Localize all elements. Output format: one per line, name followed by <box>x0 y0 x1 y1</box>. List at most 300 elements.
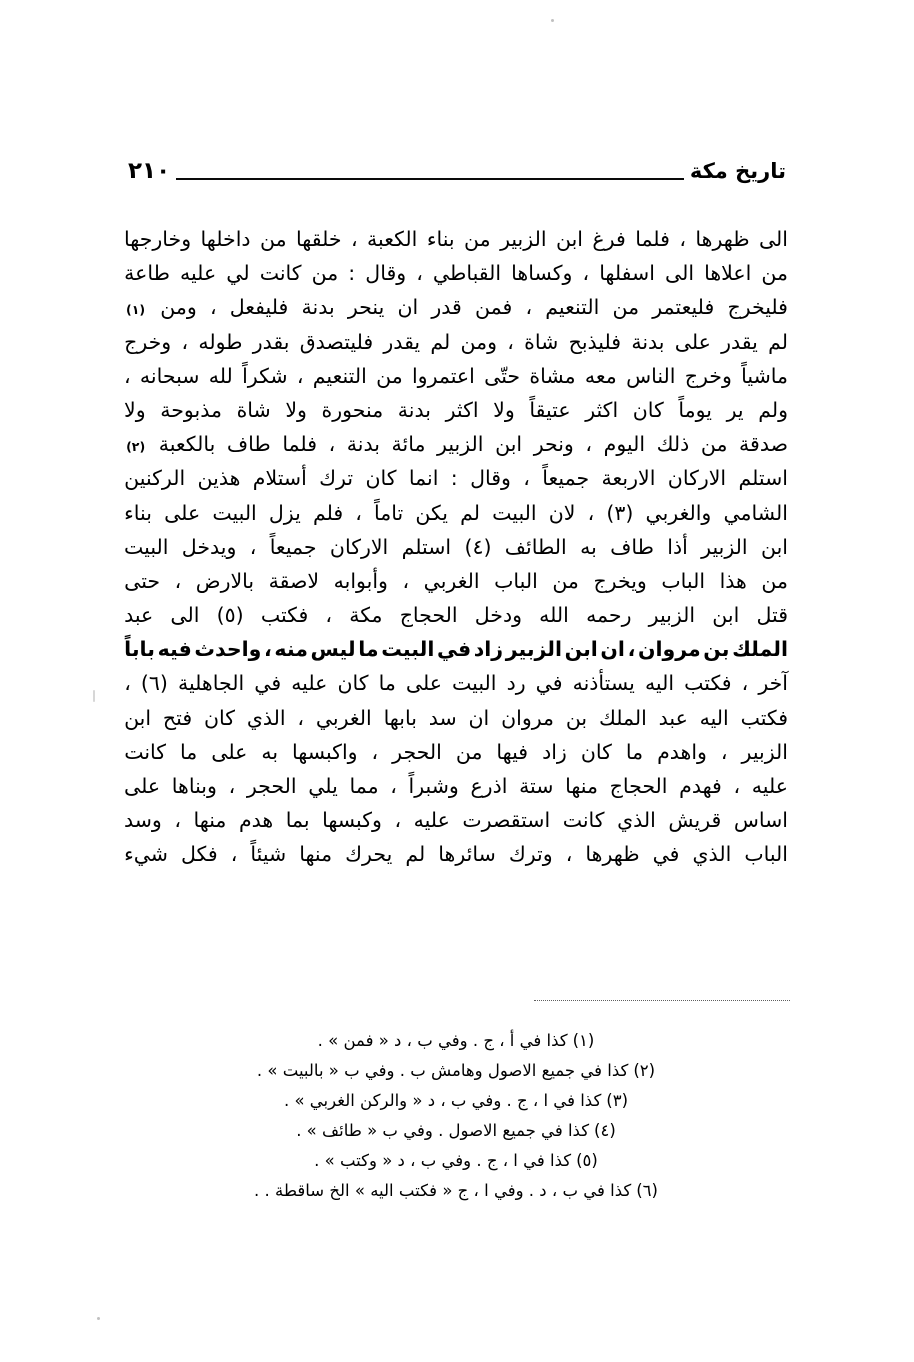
body-word: فمن <box>475 295 513 320</box>
footnote-item <box>124 1146 788 1176</box>
body-word: ، <box>328 432 336 457</box>
body-line <box>124 496 788 530</box>
body-line <box>124 393 788 427</box>
body-word: هدم <box>238 808 274 833</box>
footnote-text: كذا في جميع الاصول . وفي ب « طائف » . <box>296 1121 590 1140</box>
body-word: ، <box>296 363 304 388</box>
body-word: سبحانه <box>139 363 200 388</box>
body-word: في <box>254 671 282 696</box>
body-word: القباطي <box>432 261 502 286</box>
body-word: منها <box>193 808 227 833</box>
body-word: بالارض <box>195 568 255 593</box>
body-word: ستة <box>519 774 554 798</box>
body-word: بدنة <box>397 397 431 422</box>
body-word: ينحر <box>347 295 385 320</box>
body-word: منحورة <box>321 397 384 422</box>
body-word: فلم <box>312 500 344 525</box>
body-line <box>124 530 788 564</box>
body-word: فلما <box>635 227 670 251</box>
footnote-text: كذا في أ ، ج . وفي ب ، د « فمن » . <box>317 1031 568 1050</box>
footnote-number: (٢) <box>633 1061 656 1080</box>
body-word: ولا <box>493 397 515 422</box>
body-word: ، <box>297 705 304 730</box>
body-word: يستأذنه <box>572 671 635 696</box>
body-word: طاف <box>226 432 271 457</box>
body-word: فكتب <box>684 671 732 696</box>
body-word: الى <box>665 261 695 286</box>
body-word: معه <box>584 363 617 388</box>
body-word: فليعتمر <box>652 295 715 320</box>
body-line <box>124 461 788 495</box>
body-word: البيت <box>212 500 257 525</box>
body-word: ولم <box>758 397 788 422</box>
body-word: جميعاً <box>542 466 590 491</box>
body-word: فليتصدق <box>299 329 374 354</box>
footnote-number: (١) <box>572 1031 595 1050</box>
body-word: لاصقة <box>268 568 320 593</box>
body-word: (٦) <box>140 671 168 696</box>
scan-speck <box>93 690 95 702</box>
body-word: ويخرج <box>593 568 647 593</box>
body-word: ان <box>468 705 490 730</box>
body-word: ، <box>174 808 181 833</box>
body-word: خلقها <box>296 227 342 251</box>
body-word: كان <box>365 466 397 491</box>
body-word: كانت <box>124 739 167 764</box>
body-word: فكتب <box>260 603 309 628</box>
body-word: الملك <box>732 637 788 662</box>
body-word: الزبير <box>437 432 484 457</box>
body-word: أستلام <box>252 466 307 491</box>
body-word: الاربعة <box>601 466 656 491</box>
body-word: عليه <box>291 671 328 696</box>
body-word: اذرع <box>470 774 508 798</box>
body-word: لله <box>208 363 233 388</box>
body-word: الباب <box>744 842 788 867</box>
header-rule <box>176 178 684 180</box>
body-word: فليذبح <box>568 329 622 354</box>
body-word: ، <box>181 329 189 354</box>
footnote-text: كذا في ا ، ج . وفي ب ، د « وكتب » . <box>314 1151 572 1170</box>
body-word: وقال <box>470 466 511 491</box>
body-word: أذا <box>667 534 688 559</box>
body-word: فكل <box>181 842 218 867</box>
footnote-text: كذا في جميع الاصول وهامش ب . وفي ب « بالبيت » . <box>256 1061 629 1080</box>
body-word: عليه <box>180 261 217 286</box>
body-word: ابن <box>555 227 583 251</box>
body-word: عليه <box>413 808 450 833</box>
body-word: الى <box>758 227 788 251</box>
body-word: حتّى <box>484 363 521 388</box>
body-word: بناء <box>426 227 455 251</box>
body-word: آخر <box>758 671 788 696</box>
body-word: ولا <box>285 397 307 422</box>
body-word: البيت <box>124 534 169 559</box>
body-word: ، <box>416 261 423 286</box>
body-word: من <box>700 432 728 457</box>
body-word: قتل <box>756 603 788 628</box>
body-word: ، <box>507 329 514 354</box>
body-word: اسفلها <box>599 261 655 286</box>
body-word: به <box>261 739 279 764</box>
body-word: لان <box>548 500 576 525</box>
body-word: : <box>348 261 356 286</box>
body-word: مما <box>349 774 379 798</box>
body-word: اكثر <box>445 397 479 422</box>
body-word: قدر <box>431 295 462 320</box>
body-word: بدنة <box>631 329 665 354</box>
body-word: صدقة <box>739 432 788 457</box>
body-word: ، <box>390 774 397 798</box>
body-word: الملك <box>598 705 647 730</box>
body-word: ولا <box>124 397 146 422</box>
body-word: ماشياً <box>741 363 788 388</box>
body-word: الغربي <box>315 705 372 730</box>
body-word: ظهرها <box>585 842 640 867</box>
body-word: ودخل <box>474 603 522 628</box>
footnote-item <box>124 1026 788 1056</box>
body-word: اعلاها <box>704 261 752 286</box>
body-word: شاة <box>236 397 271 422</box>
body-word: ، <box>174 568 182 593</box>
body-word: منها <box>565 774 598 798</box>
body-word: فليفعل <box>229 295 289 320</box>
body-word: كانت <box>259 261 302 286</box>
body-word: سائرها <box>438 842 496 867</box>
body-line <box>124 359 788 393</box>
running-head <box>128 156 786 190</box>
body-word: عبد <box>124 603 154 628</box>
body-word: الذي <box>617 808 656 833</box>
body-word: في <box>436 637 472 662</box>
body-line <box>124 325 788 359</box>
body-word: ابن <box>124 705 152 730</box>
body-word: الزبير <box>701 534 748 559</box>
body-word: ما <box>358 637 379 662</box>
body-word: شكراً <box>242 363 288 388</box>
body-word: الركنين <box>124 466 186 491</box>
body-word: ، <box>325 603 333 628</box>
body-line <box>124 803 788 837</box>
body-word: بناء <box>124 500 152 525</box>
body-word: الكعبة <box>367 227 418 251</box>
body-word: عبد <box>658 705 688 730</box>
body-word: الذي <box>692 842 732 867</box>
body-word: الناس <box>626 363 676 388</box>
body-word: بن <box>703 637 730 662</box>
body-word: ليس <box>310 637 356 662</box>
footnote-item <box>124 1176 788 1206</box>
body-word: كان <box>203 705 235 730</box>
footnote-item <box>124 1056 788 1086</box>
scan-speck <box>551 19 554 22</box>
body-word: ونحر <box>533 432 574 457</box>
body-word: وخرج <box>124 329 172 354</box>
body-word: فتح <box>162 705 193 730</box>
body-word: التنعيم <box>312 363 367 388</box>
body-word: حتى <box>124 568 161 593</box>
body-word: هذين <box>197 466 241 491</box>
body-word: ، <box>209 295 217 320</box>
body-word: ، <box>230 842 238 867</box>
body-word: يحرك <box>345 842 393 867</box>
body-word: ، <box>371 739 379 764</box>
body-word: لي <box>226 261 250 286</box>
body-word: ، <box>585 432 593 457</box>
body-word: اليه <box>644 671 675 696</box>
body-word: الزبير <box>505 637 563 662</box>
body-word: ومن <box>160 295 197 320</box>
body-word: استقصرت <box>462 808 551 833</box>
body-word: مروان <box>501 705 555 730</box>
body-word: يقدر <box>383 329 421 354</box>
body-word: وترك <box>508 842 553 867</box>
body-word: ، <box>355 500 362 525</box>
footnote-number: (٣) <box>606 1091 629 1110</box>
body-word: يكن <box>415 500 448 525</box>
body-word: الحجاج <box>399 603 458 628</box>
body-word: داخلها <box>200 227 251 251</box>
body-word: ، <box>741 671 749 696</box>
body-word: من <box>311 261 339 286</box>
footnote-number: (٤) <box>594 1121 616 1140</box>
body-word: وخرج <box>684 363 732 388</box>
body-line <box>124 837 788 871</box>
body-line <box>124 564 788 598</box>
body-word: الحجر <box>392 739 442 764</box>
body-word: ، <box>394 808 402 833</box>
body-word: والغربي <box>645 500 712 525</box>
footnote-text: كذا في ا ، ج . وفي ب ، د « والركن الغربي » . <box>283 1091 602 1110</box>
body-word: ، <box>587 500 595 525</box>
body-word: ، <box>523 466 530 491</box>
body-word: زاد <box>473 637 504 662</box>
body-word: فليخرج <box>727 295 788 320</box>
body-word: واحدث <box>194 637 262 662</box>
body-word: قريش <box>668 808 722 833</box>
body-word: واكبسها <box>292 739 358 764</box>
body-word: يزل <box>268 500 301 525</box>
body-word: من <box>455 739 483 764</box>
body-word: بن <box>565 705 588 730</box>
body-word: وشبراً <box>408 774 459 798</box>
body-word: استلم <box>401 534 452 559</box>
body-word: فيها <box>496 739 529 764</box>
body-word: تاماً <box>374 500 404 525</box>
body-line <box>124 427 788 461</box>
body-word: فيه <box>157 637 192 662</box>
body-word: ما <box>180 739 198 764</box>
body-word: ، <box>582 261 590 286</box>
body-word: ما <box>625 739 644 764</box>
footnote-number: (٦) <box>636 1181 658 1200</box>
body-word: ، <box>350 227 358 251</box>
body-word: اليه <box>699 705 729 730</box>
body-word: (٤) <box>464 534 492 559</box>
body-word: لم <box>430 329 451 354</box>
body-word: انما <box>408 466 439 491</box>
body-word: الزبير <box>500 227 547 251</box>
body-word: اساس <box>733 808 788 833</box>
body-word: الجاهلية <box>177 671 245 696</box>
body-word: يوماً <box>678 397 712 422</box>
body-word: على <box>211 739 248 764</box>
body-word: ان <box>600 637 625 662</box>
body-line <box>124 701 788 735</box>
body-word: الاركان <box>667 466 727 491</box>
body-word: الباب <box>661 568 706 593</box>
body-word: شيئاً <box>250 842 287 867</box>
body-word: البيت <box>492 500 537 525</box>
body-word: الحجر <box>246 774 297 798</box>
body-word: من <box>464 227 491 251</box>
body-word: سد <box>428 705 457 730</box>
body-word: ابن <box>564 637 598 662</box>
body-text <box>124 222 788 872</box>
body-word: ، <box>249 534 257 559</box>
body-word: بما <box>285 808 310 833</box>
body-word: ، <box>627 637 636 662</box>
body-word: بالكعبة <box>158 432 216 457</box>
body-word: ، <box>720 739 728 764</box>
body-word: الطائف <box>504 534 567 559</box>
book-title: تاريخ مكة <box>689 159 786 183</box>
body-word: في <box>652 842 680 867</box>
body-word: البيت <box>381 637 435 662</box>
body-word: زاد <box>542 739 567 764</box>
body-word: وقال <box>365 261 407 286</box>
body-word: شاة <box>524 329 559 354</box>
body-word: من <box>612 295 640 320</box>
body-word: من <box>761 568 788 593</box>
body-word: مذبوحة <box>160 397 222 422</box>
body-word: الزبير <box>648 603 696 628</box>
body-word: لم <box>460 500 481 525</box>
body-line <box>124 632 788 666</box>
body-word: ، <box>228 774 236 798</box>
body-word: الله <box>539 603 569 628</box>
body-word: ومن <box>460 329 498 354</box>
body-word: الحجاج <box>609 774 668 798</box>
body-word: ابن <box>712 603 740 628</box>
body-word: مكة <box>349 603 383 628</box>
body-word: ، <box>124 671 131 696</box>
footnote-reference: (١) <box>126 302 146 318</box>
body-word: ، <box>679 227 686 251</box>
body-word: ان <box>397 295 419 320</box>
body-word: التنعيم <box>545 295 600 320</box>
body-word: فهدم <box>679 774 722 798</box>
body-word: وكساها <box>511 261 573 286</box>
body-word: يقدر <box>721 329 758 354</box>
body-word: ابن <box>495 432 523 457</box>
footnote-reference: (٢) <box>126 439 146 455</box>
body-word: وكبسها <box>322 808 382 833</box>
body-word: ، <box>525 295 533 320</box>
footnote-item <box>124 1086 788 1116</box>
footnote-list <box>124 1026 788 1206</box>
footnote-separator <box>534 1000 790 1001</box>
body-word: : <box>450 466 458 491</box>
body-word: مروان <box>637 637 701 662</box>
body-line <box>124 598 788 632</box>
body-word: شيء <box>124 842 168 867</box>
body-word: ، <box>264 637 272 662</box>
body-word: اكثر <box>585 397 619 422</box>
body-word: من <box>552 568 579 593</box>
body-word: ، <box>733 774 741 798</box>
body-word: الزبير <box>741 739 788 764</box>
body-word: على <box>674 329 711 354</box>
body-word: لم <box>405 842 426 867</box>
body-word: الذي <box>246 705 286 730</box>
body-word: كانت <box>562 808 605 833</box>
body-word: ترك <box>319 466 354 491</box>
body-word: ظهرها <box>695 227 750 251</box>
body-word: مائة <box>391 432 426 457</box>
body-word: وخارجها <box>124 227 192 251</box>
body-word: بدنة <box>346 432 380 457</box>
body-word: بدنة <box>301 295 335 320</box>
body-word: ير <box>726 397 744 422</box>
body-word: (٥) <box>216 603 244 628</box>
body-word: منها <box>299 842 333 867</box>
body-word: فرغ <box>592 227 626 251</box>
body-word: فكتب <box>740 705 788 730</box>
body-word: الباب <box>494 568 538 593</box>
body-word: ابن <box>760 534 788 559</box>
body-word: بابها <box>383 705 417 730</box>
body-word: البيت <box>452 671 497 696</box>
body-word: من <box>376 363 403 388</box>
body-word: كان <box>337 671 369 696</box>
body-line <box>124 256 788 290</box>
body-word: فلما <box>282 432 317 457</box>
footnote-item <box>124 1116 788 1146</box>
body-word: من <box>761 261 788 286</box>
footnote-number: (٥) <box>576 1151 598 1170</box>
body-word: من <box>259 227 287 251</box>
body-word: اعتمروا <box>411 363 475 388</box>
body-word: (٣) <box>606 500 634 525</box>
body-word: استلم <box>738 466 788 491</box>
body-word: منه <box>274 637 308 662</box>
body-word: جميعاً <box>269 534 317 559</box>
body-word: مشاة <box>529 363 576 388</box>
body-word: على <box>124 774 161 798</box>
body-word: الاركان <box>329 534 389 559</box>
footnote-text: كذا في ب ، د . وفي ا ، ج « فكتب اليه » الخ ساقطة . . <box>254 1181 632 1200</box>
body-word: لم <box>768 329 788 354</box>
body-word: وسد <box>124 808 162 833</box>
body-word: ، <box>565 842 573 867</box>
page-number: ٢١٠ <box>128 158 171 184</box>
body-word: به <box>580 534 597 559</box>
body-word: الغربي <box>423 568 480 593</box>
scan-speck <box>97 1317 100 1320</box>
body-word: وأبوابه <box>333 568 388 593</box>
body-word: على <box>405 671 442 696</box>
body-word: طاف <box>610 534 654 559</box>
body-word: رحمه <box>586 603 632 628</box>
body-line <box>124 735 788 769</box>
body-word: واهدم <box>657 739 707 764</box>
body-word: اليوم <box>603 432 646 457</box>
body-word: كان <box>632 397 664 422</box>
body-word: طوله <box>198 329 243 354</box>
body-word: الى <box>170 603 200 628</box>
body-word: يلي <box>308 774 338 798</box>
